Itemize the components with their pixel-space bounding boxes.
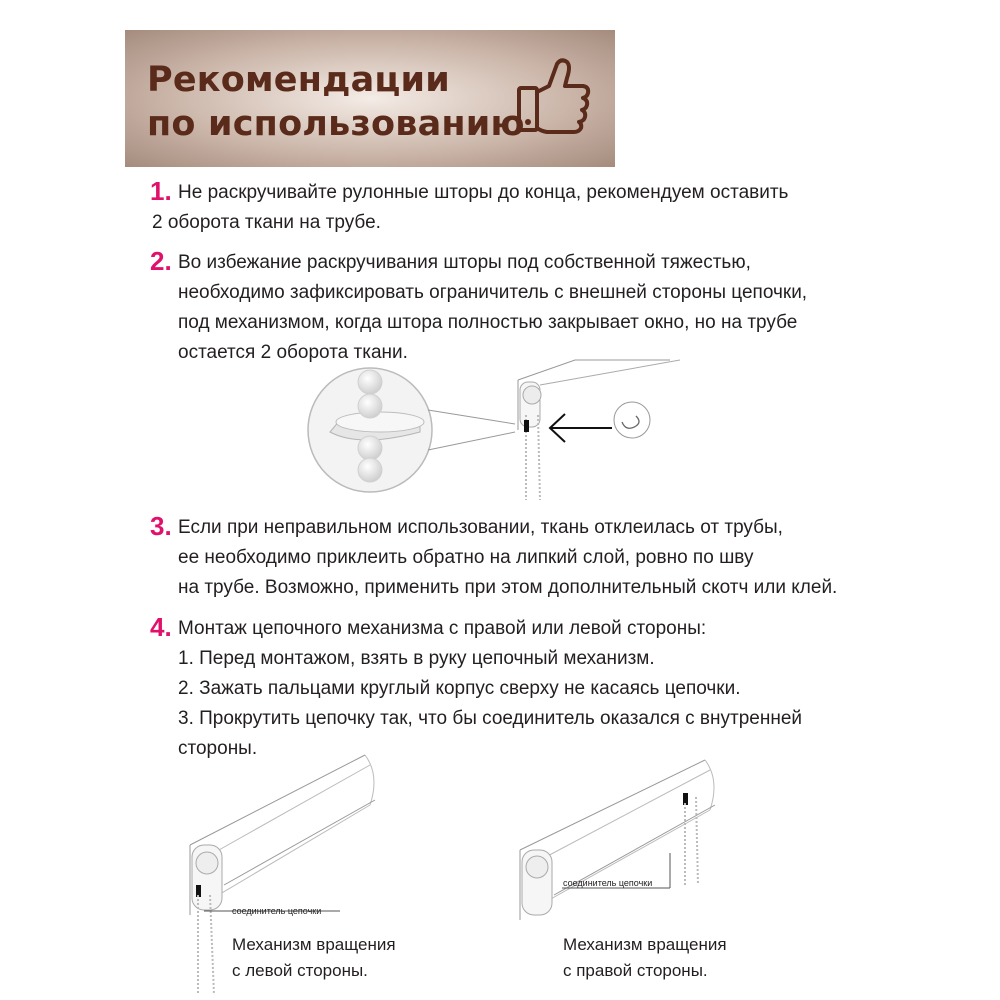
thumbs-up-icon (513, 56, 591, 136)
caption-line: с правой стороны. (563, 961, 708, 980)
header-banner (125, 30, 615, 167)
left-caption (232, 932, 396, 984)
page-title (147, 58, 525, 146)
item-text-line: необходимо зафиксировать ограничитель с внешней стороны цепочки, (178, 282, 808, 303)
item-text-line: Если при неправильном использовании, ткань отклеилась от трубы, (178, 517, 783, 538)
caption-line: Механизм вращения (563, 935, 727, 954)
step-line: 3. Прокрутить цепочку так, что бы соединитель оказался с внутренней (178, 708, 803, 729)
connector-label-left: соединитель цепочки (232, 906, 322, 916)
item-text-line: 2 оборота ткани на трубе. (152, 212, 381, 233)
item-text-line: Монтаж цепочного механизма с правой или левой стороны: (178, 618, 707, 639)
title-line-2: по использованию (147, 104, 525, 144)
item-text-line: ее необходимо приклеить обратно на липкий слой, ровно по шву (178, 547, 754, 568)
item-text-line: остается 2 оборота ткани. (178, 342, 408, 363)
item-number: 2. (150, 246, 172, 276)
item-text-line: Не раскручивайте рулонные шторы до конца, рекомендуем оставить (178, 182, 789, 203)
item-text-line: на трубе. Возможно, применить при этом дополнительный скотч или клей. (178, 577, 838, 598)
item-number: 4. (150, 612, 172, 642)
stopper-illustration (300, 340, 680, 515)
caption-line: Механизм вращения (232, 935, 396, 954)
right-mechanism-diagram (510, 745, 730, 925)
title-line-1: Рекомендации (147, 60, 450, 100)
item-text-line: под механизмом, когда штора полностью закрывает окно, но на трубе (178, 312, 798, 333)
step-line: 2. Зажать пальцами круглый корпус сверху не касаясь цепочки. (178, 678, 741, 699)
item-number: 3. (150, 511, 172, 541)
step-line: стороны. (178, 738, 258, 759)
caption-line: с левой стороны. (232, 961, 368, 980)
connector-label-right: соединитель цепочки (563, 878, 653, 888)
item-number: 1. (150, 176, 172, 206)
step-line: 1. Перед монтажом, взять в руку цепочный механизм. (178, 648, 655, 669)
item-text-line: Во избежание раскручивания шторы под собственной тяжестью, (178, 252, 751, 273)
right-caption (563, 932, 727, 984)
